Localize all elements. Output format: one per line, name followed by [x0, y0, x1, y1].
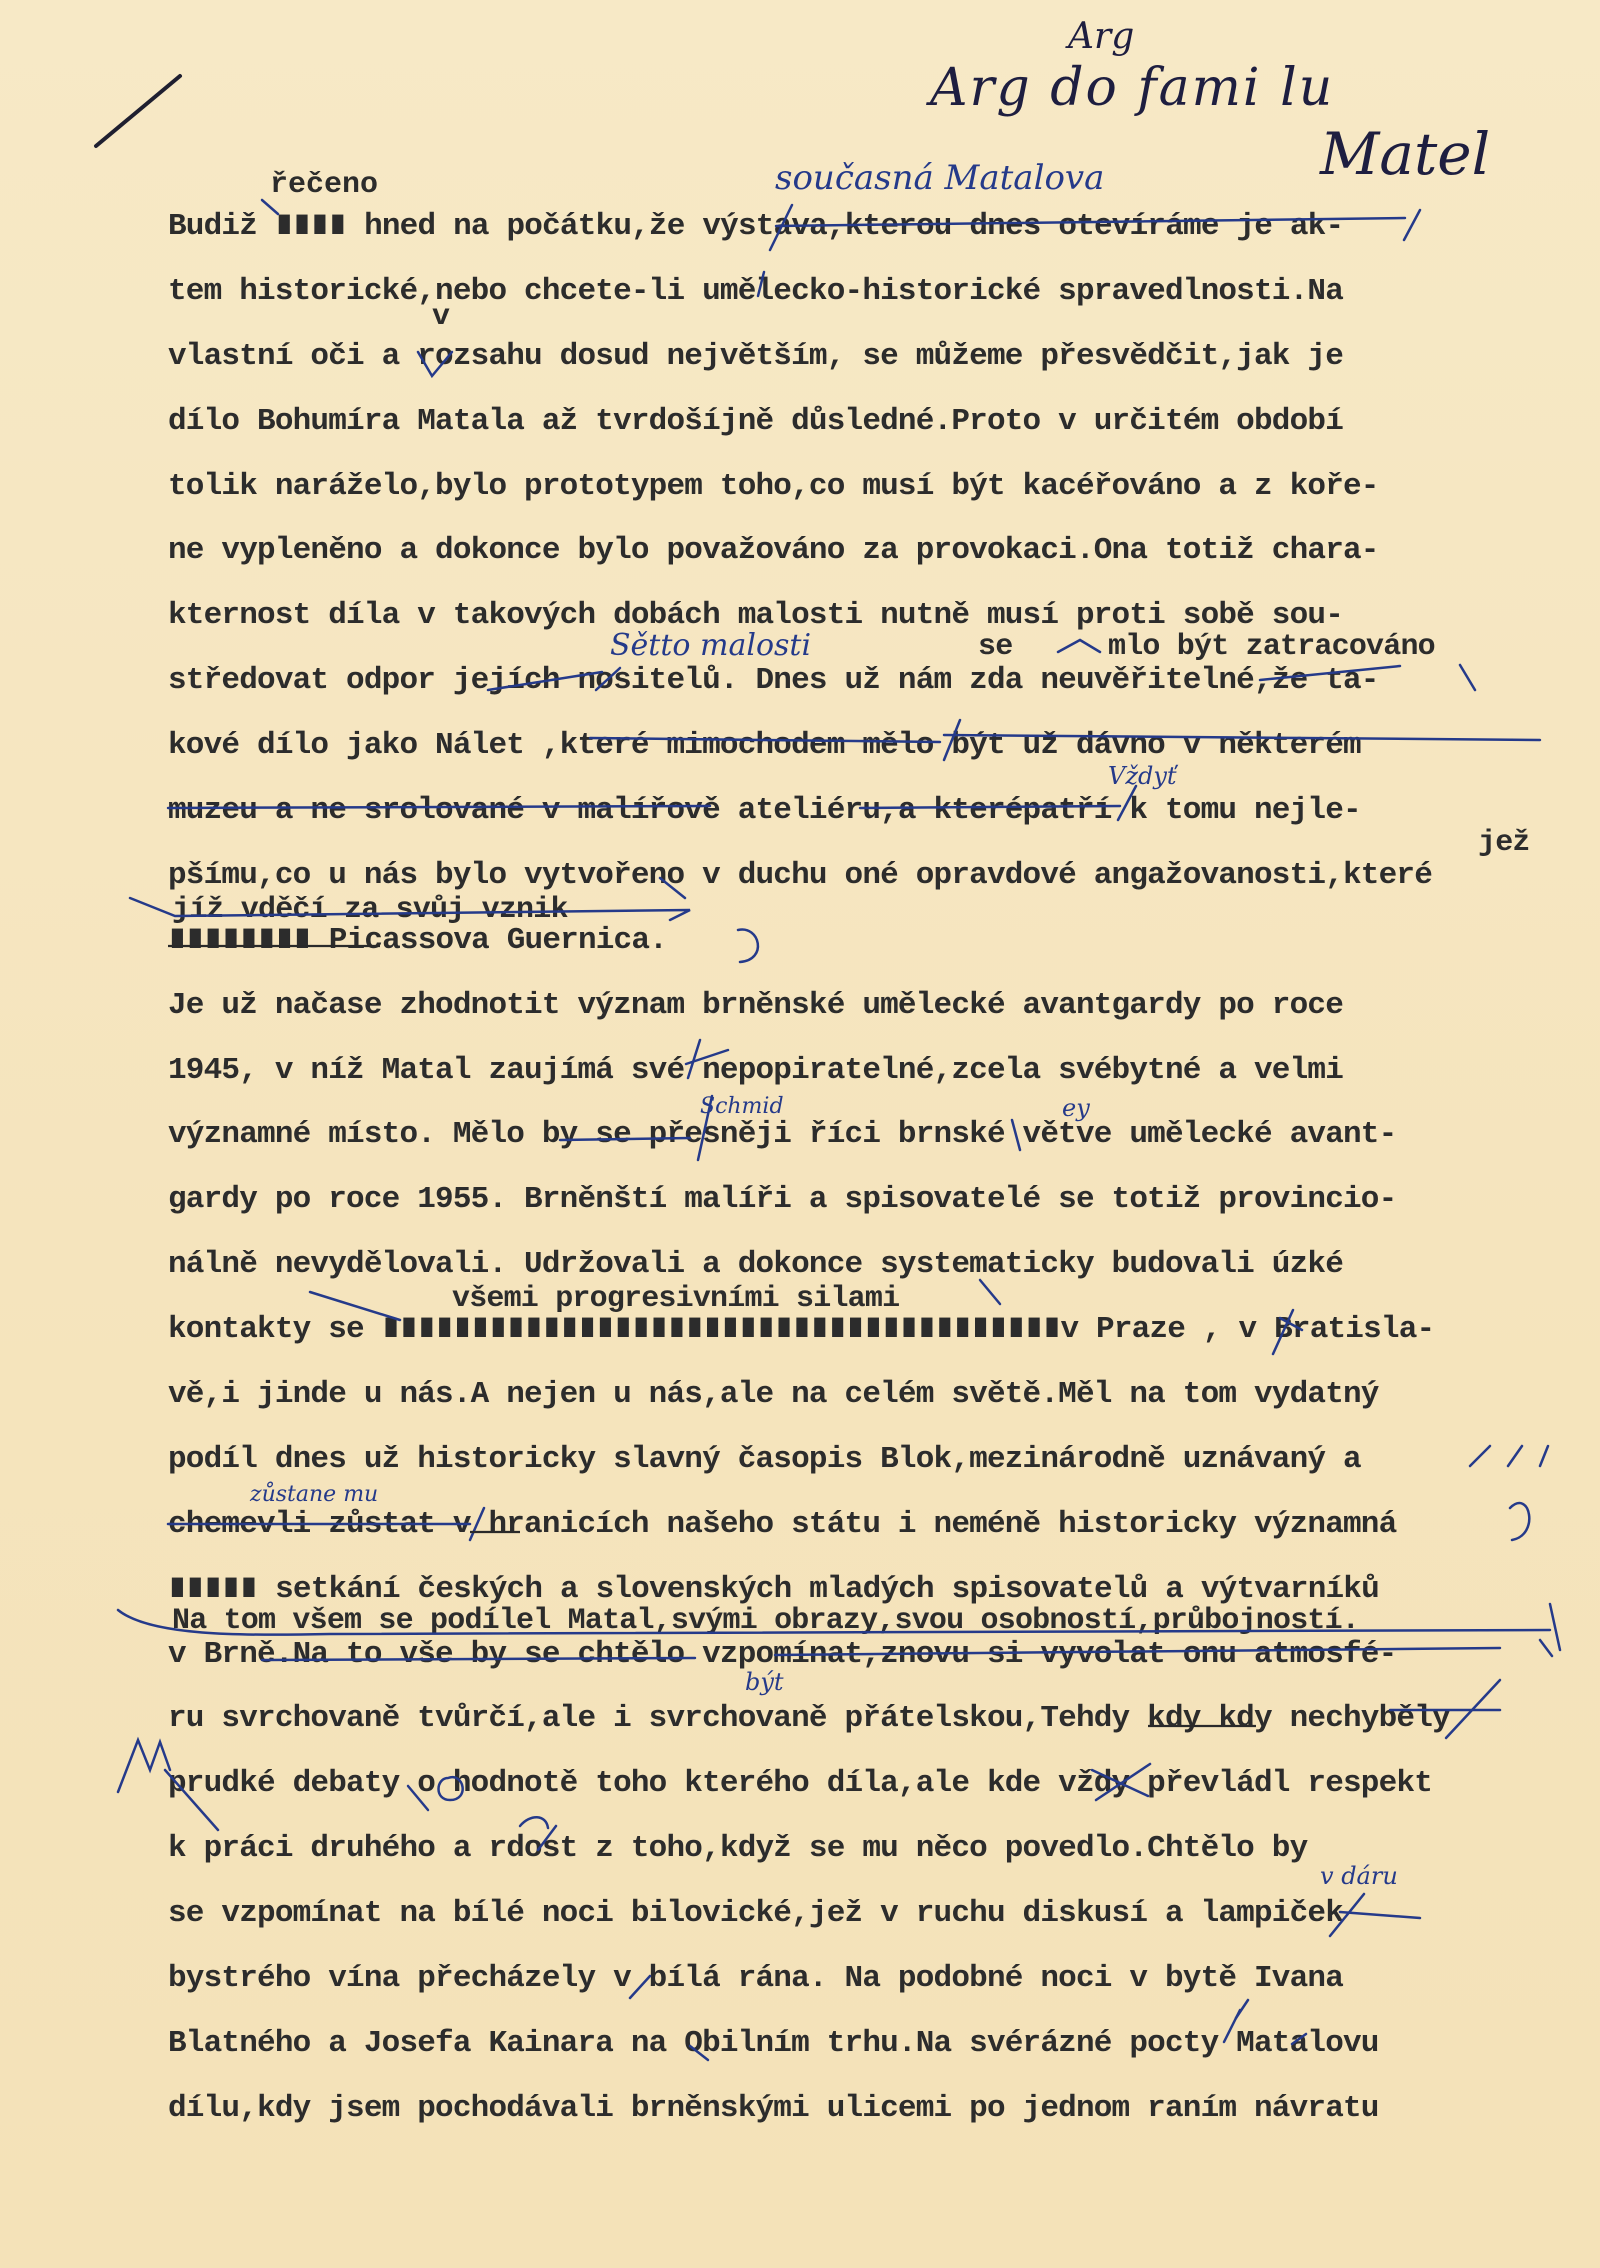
body-line: ∎∎∎∎∎ setkání českých a slovenských mladých spisovatelů a výtvarníků [168, 1571, 1379, 1607]
body-line: kternost díla v takových dobách malosti nutně musí proti sobě sou- [168, 598, 1344, 634]
header-note-line1: Arg do fami lu [930, 58, 1335, 118]
body-line: Je už načase zhodnotit význam brněnské umělecké avantgardy po roce [168, 987, 1344, 1023]
annotation-byt: být [745, 1668, 784, 1696]
handwritten-header-note [930, 16, 1530, 188]
body-line: se vzpomínat na bílé noci bilovické,jež v ruchu diskusí a lampiček [168, 1896, 1344, 1932]
body-line: ru svrchovaně tvůrčí,ale i svrchovaně přátelskou,Tehdy kdy kdy nechyběly [168, 1701, 1450, 1737]
body-line: dílo Bohumíra Matala až tvrdošíjně důsledné.Proto v určitém období [168, 403, 1344, 439]
body-line: ne vypleněno a dokonce bylo považováno za provokaci.Ona totiž chara- [168, 533, 1379, 569]
annotation-setto-malosti: Sětto malosti [610, 628, 812, 663]
body-line: středovat odpor jejích nositelů. Dnes už nám zda neuvěřitelné,že ta- [168, 663, 1379, 699]
body-line: kontakty se ∎∎∎∎∎∎∎∎∎∎∎∎∎∎∎∎∎∎∎∎∎∎∎∎∎∎∎∎∎∎∎∎∎∎∎∎∎∎v Praze , v Bratisla- [168, 1312, 1435, 1348]
body-line: 1945, v níž Matal zaujímá své nepopiratelné,zcela svébytné a velmi [168, 1052, 1344, 1088]
body-line: významné místo. Mělo by se přesněji říci brnské větve umělecké avant- [168, 1117, 1397, 1153]
body-line: gardy po roce 1955. Brněnští malíři a spisovatelé se totiž provincio- [168, 1182, 1397, 1218]
annotation-vzdyt: Vždyť [1108, 762, 1177, 790]
annotation-mlo-byt: mlo být zatracováno [1108, 630, 1435, 664]
body-line: v Brně.Na to vše by se chtělo vzpomínat,znovu si vyvolat onu atmosfé- [168, 1636, 1397, 1672]
annotation-zustane-mu: zůstane mu [250, 1482, 379, 1507]
body-line: k práci druhého a rdost z toho,když se mu něco povedlo.Chtělo by [168, 1831, 1308, 1867]
annotation-jez: jež [1478, 826, 1530, 860]
annotation-na-tom-vsem: Na tom všem se podílel Matal,svými obrazy,svou osobností,průbojností. [172, 1604, 1360, 1638]
body-line: vlastní oči a rozsahu dosud největším, se můžeme přesvědčit,jak je [168, 338, 1344, 374]
annotation-v-above: v [432, 300, 450, 334]
body-line: tolik naráželo,bylo prototypem toho,co musí být kacéřováno a z kořе- [168, 468, 1379, 504]
annotation-jiz-vdeci: jíž vděčí za svůj vznik [172, 893, 568, 927]
body-line: Blatného a Josefa Kainara na Obilním trhu.Na svérázné pocty Matalovu [168, 2025, 1379, 2061]
body-line: pšímu,co u nás bylo vytvořeno v duchu oné opravdové angažovanosti,které [168, 857, 1433, 893]
body-line: nálně nevydělovali. Udržovali a dokonce systematicky budovali úzké [168, 1247, 1344, 1283]
body-line: muzeu a ne srolované v malířově ateliéru,a kterépatří k tomu nejle- [168, 793, 1361, 829]
header-note-line0: Arg [1068, 16, 1135, 57]
typed-body-text [168, 195, 1588, 2142]
margin-slash-mark [92, 70, 184, 150]
annotation-v-daru: v dáru [1320, 1862, 1398, 1890]
body-line: ∎∎∎∎∎∎∎∎ Picassova Guernica. [168, 922, 667, 958]
body-line: bystrého vína přecházely v bílá rána. Na podobné noci v bytě Ivana [168, 1961, 1344, 1997]
annotation-vsemi-progresivnimi: všemi progresivními silami [452, 1282, 900, 1316]
annotation-schmid: Schmid [700, 1094, 784, 1119]
annotation-receno: řečeno [270, 168, 379, 202]
annotation-soucasna: současná Matalova [775, 158, 1105, 198]
body-line: Budiž ∎∎∎∎ hned na počátku,že výstava,kterou dnes otevíráme je ak- [168, 209, 1344, 244]
annotation-se: se [978, 630, 1013, 664]
body-line: kové dílo jako Nálet ,které mimochodem mělo být už dávno v některém [168, 728, 1361, 764]
annotation-ey: ey [1062, 1094, 1090, 1122]
body-line: tem historické,nebo chcete-li umělecko-historické spravedlnosti.Na [168, 273, 1344, 309]
body-line: chemevli zůstat v hranicích našeho státu i neméně historicky významná [168, 1506, 1397, 1542]
header-note-line2: Matel [1320, 120, 1491, 188]
body-line: vě,i jinde u nás.A nejen u nás,ale na celém světě.Měl na tom vydatný [168, 1377, 1379, 1413]
body-line: podíl dnes už historicky slavný časopis Blok,mezinárodně uznávaný a [168, 1441, 1361, 1477]
body-line: dílu,kdy jsem pochodávali brněnskými ulicemi po jednom raním návratu [168, 2090, 1379, 2126]
body-line: prudké debaty o hodnotě toho kterého díla,ale kde vždy převládl respekt [168, 1766, 1433, 1802]
